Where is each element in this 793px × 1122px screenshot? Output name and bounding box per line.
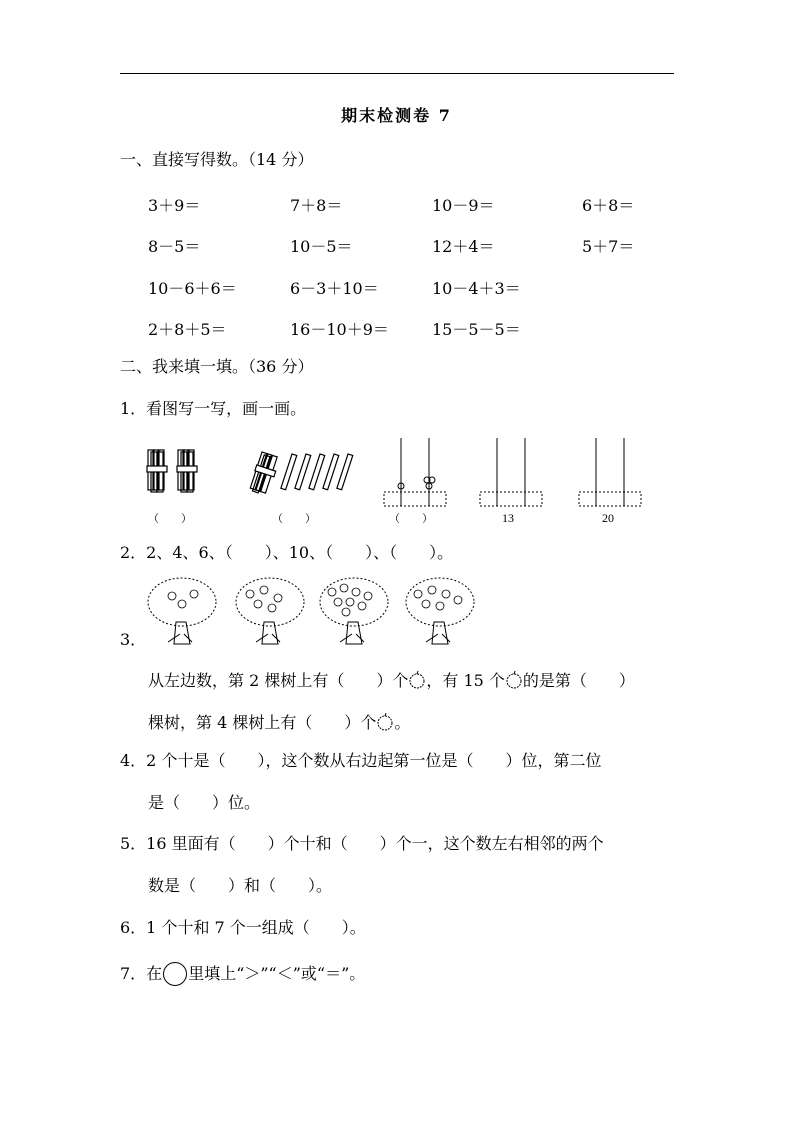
blank-2: （ ） bbox=[272, 513, 316, 525]
math-item: 10－9＝ bbox=[432, 196, 495, 215]
question-7 bbox=[120, 962, 365, 986]
math-item: 7＋8＝ bbox=[290, 196, 343, 215]
math-item: 16－10＋9＝ bbox=[290, 320, 389, 339]
q3-trees bbox=[146, 576, 486, 648]
question-3-line2 bbox=[148, 713, 410, 731]
math-row bbox=[148, 234, 688, 254]
math-item: 3＋9＝ bbox=[148, 196, 201, 215]
question-3-line1 bbox=[148, 671, 635, 689]
abacus-icon bbox=[384, 438, 446, 506]
abacus-label-13: 13 bbox=[502, 511, 514, 525]
apple-icon bbox=[168, 584, 462, 616]
math-item: 10－5＝ bbox=[290, 237, 353, 256]
math-item: 10－4＋3＝ bbox=[432, 279, 521, 298]
math-row bbox=[148, 276, 688, 296]
bundle-of-sticks-icon bbox=[249, 452, 353, 496]
question-1: 1．看图写一写，画一画。 bbox=[120, 399, 307, 418]
tree-icon bbox=[320, 578, 388, 644]
tree-icon bbox=[148, 578, 216, 644]
question-3-number: 3． bbox=[120, 630, 147, 649]
math-row bbox=[148, 193, 688, 213]
question-6: 6．1 个十和 7 个一组成（ ）。 bbox=[120, 918, 366, 937]
q3-text: ，有 15 个 bbox=[426, 671, 505, 690]
q3-text: 从左边数，第 2 棵树上有（ ）个 bbox=[148, 671, 409, 690]
q1-figures bbox=[136, 436, 676, 528]
blank-1: （ ） bbox=[148, 513, 192, 525]
question-4-line2: 是（ ）位。 bbox=[148, 793, 261, 812]
question-5-line1: 5．16 里面有（ ）个十和（ ）个一，这个数左右相邻的两个 bbox=[120, 834, 604, 853]
circle-blank-icon bbox=[163, 962, 187, 986]
q7-text: 7．在 bbox=[120, 964, 163, 983]
blank-3: （ ） bbox=[389, 513, 433, 525]
section2-heading: 二、我来填一填。（36 分） bbox=[120, 357, 314, 376]
math-item: 12＋4＝ bbox=[432, 237, 495, 256]
math-item: 10－6＋6＝ bbox=[148, 279, 237, 298]
math-item: 6－3＋10＝ bbox=[290, 279, 379, 298]
math-item: 5＋7＝ bbox=[582, 237, 635, 256]
q7-text: 里填上“＞”“＜”或“＝”。 bbox=[188, 964, 366, 983]
math-row bbox=[148, 317, 688, 337]
question-5-line2: 数是（ ）和（ ）。 bbox=[148, 876, 333, 895]
page-title: 期末检测卷 7 bbox=[341, 106, 452, 125]
tree-icon bbox=[406, 578, 474, 644]
math-item: 6＋8＝ bbox=[582, 196, 635, 215]
abacus-label-20: 20 bbox=[602, 511, 614, 525]
abacus-icon bbox=[579, 438, 641, 506]
abacus-icon bbox=[480, 438, 542, 506]
question-2: 2．2、4、6、（ ）、10、（ ）、（ ）。 bbox=[120, 543, 454, 562]
math-item: 8－5＝ bbox=[148, 237, 201, 256]
header-rule bbox=[120, 73, 674, 74]
apple-icon bbox=[408, 671, 426, 689]
apple-icon bbox=[505, 671, 523, 689]
math-item: 2＋8＋5＝ bbox=[148, 320, 227, 339]
bundle-of-sticks-icon bbox=[147, 450, 197, 492]
q3-text: 棵树，第 4 棵树上有（ ）个 bbox=[148, 713, 377, 732]
q3-text: 的是第（ ） bbox=[522, 671, 635, 690]
q3-text: 。 bbox=[394, 713, 411, 732]
math-item: 15－5－5＝ bbox=[432, 320, 521, 339]
section1-heading: 一、直接写得数。（14 分） bbox=[120, 150, 314, 169]
apple-icon bbox=[376, 713, 394, 731]
question-4-line1: 4．2 个十是（ ），这个数从右边起第一位是（ ）位，第二位 bbox=[120, 751, 602, 770]
